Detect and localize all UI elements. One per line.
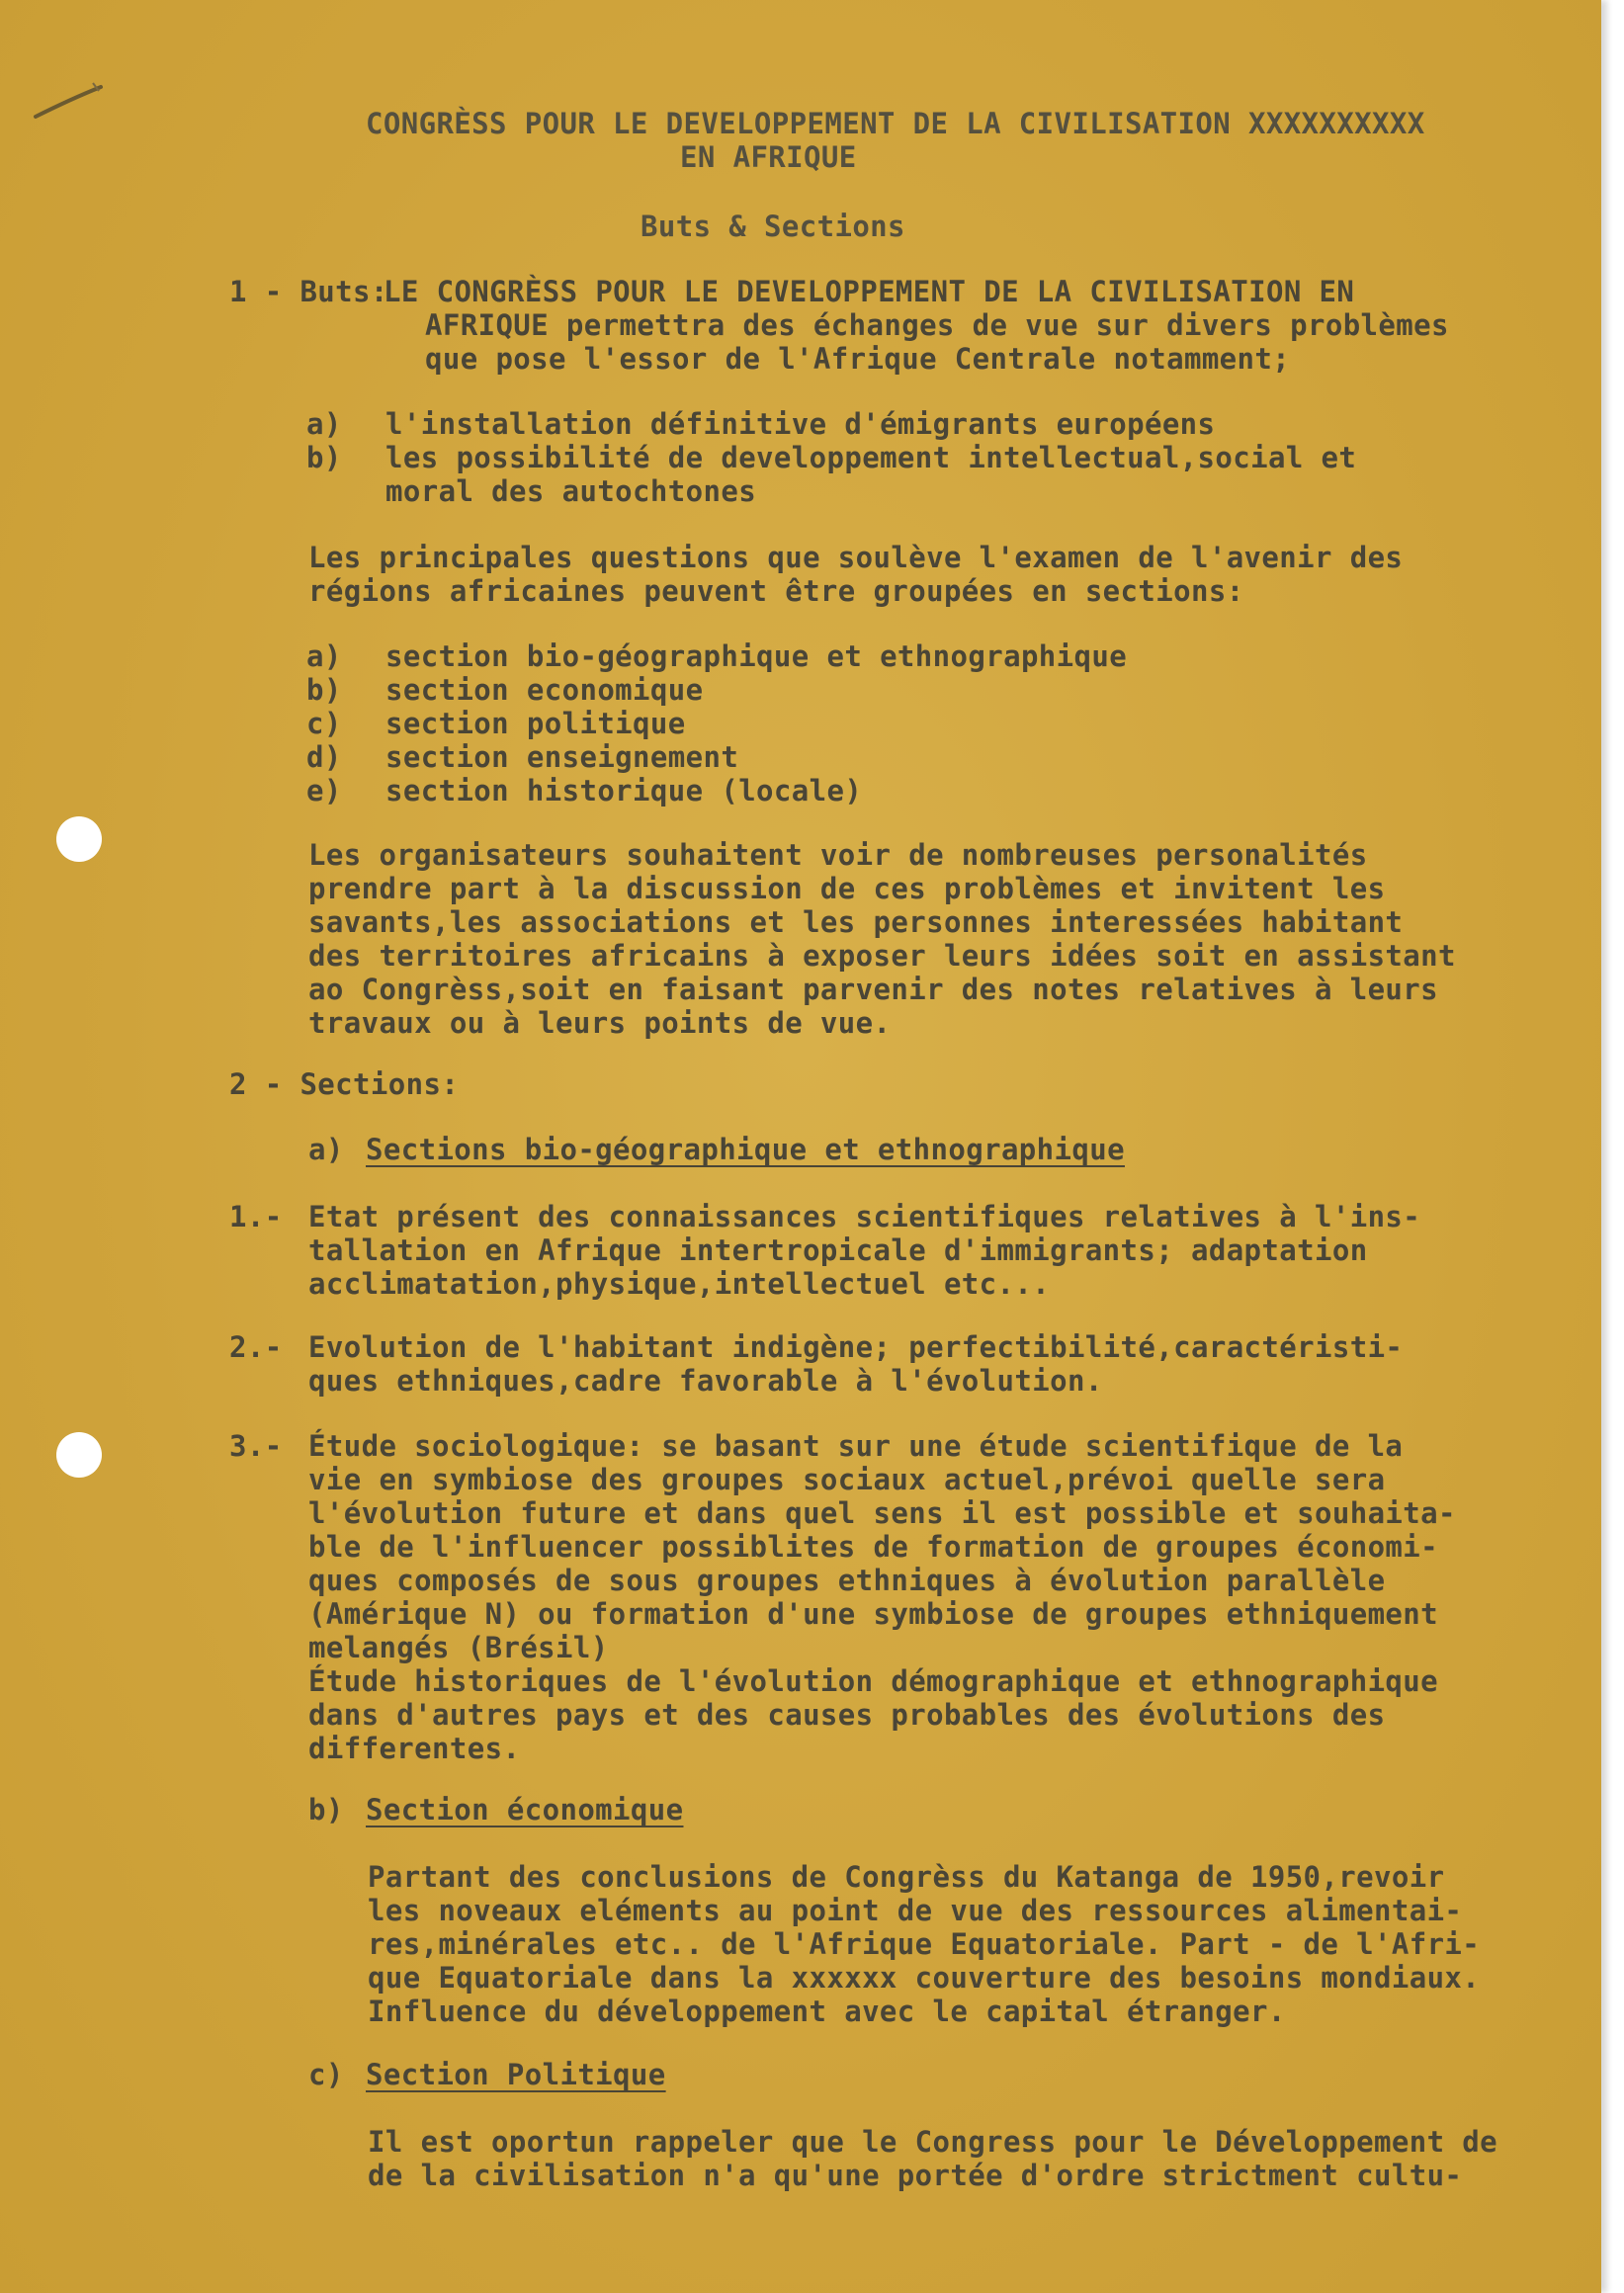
buts-intro-line: que pose l'essor de l'Afrique Centrale notamment; — [425, 342, 1291, 376]
point-text: les possibilité de developpement intellectual,social et — [385, 441, 1357, 474]
buts-label: 1 - Buts: — [229, 275, 388, 308]
item-number: 2.- — [229, 1330, 283, 1364]
point-marker: b) — [306, 441, 342, 474]
section-b-title: Section économique — [366, 1793, 684, 1826]
section-list-item: section historique (locale) — [385, 774, 863, 807]
item-text-line: Evolution de l'habitant indigène; perfectibilité,caractéristi- — [308, 1330, 1404, 1364]
item-text-line: vie en symbiose des groupes sociaux actuel,prévoi quelle sera — [308, 1463, 1386, 1496]
item-number: 3.- — [229, 1429, 283, 1463]
document-title-line-1: CONGRÈSS POUR LE DEVELOPPEMENT DE LA CIVILISATION XXXXXXXXXX — [366, 107, 1425, 140]
section-list-marker: b) — [306, 673, 342, 707]
questions-intro-line: régions africaines peuvent être groupées en sections: — [308, 574, 1244, 608]
section-b-line: Partant des conclusions de Congrèss du Katanga de 1950,revoir — [368, 1860, 1445, 1894]
organisers-line: des territoires africains à exposer leurs idées soit en assistant — [308, 939, 1456, 973]
punch-hole-top — [56, 816, 102, 862]
section-b-line: les noveaux eléments au point de vue des ressources alimentai- — [368, 1894, 1463, 1927]
item-text-line: Étude sociologique: se basant sur une étude scientifique de la — [308, 1429, 1404, 1463]
item-text-line: l'évolution future et dans quel sens il est possible et souhaita- — [308, 1496, 1456, 1530]
section-c-marker: c) — [308, 2058, 344, 2091]
section-b-line: Influence du développement avec le capital étranger. — [368, 1995, 1286, 2028]
item-text-line: ques composés de sous groupes ethniques à évolution parallèle — [308, 1564, 1386, 1597]
section-list-marker: c) — [306, 707, 342, 740]
section-b-marker: b) — [308, 1793, 344, 1826]
item-text-line: ques ethniques,cadre favorable à l'évolution. — [308, 1364, 1103, 1398]
section-c-line: Il est oportun rappeler que le Congress pour le Développement de — [368, 2125, 1498, 2159]
section-list-item: section politique — [385, 707, 686, 740]
organisers-line: savants,les associations et les personnes interessées habitant — [308, 905, 1404, 939]
item-text-line: acclimatation,physique,intellectuel etc... — [308, 1267, 1051, 1301]
item-text-line: melangés (Brésil) — [308, 1631, 609, 1664]
section-list-marker: a) — [306, 639, 342, 673]
item-text-line: differentes. — [308, 1732, 521, 1765]
section-c-line: de la civilisation n'a qu'une portée d'ordre strictment cultu- — [368, 2159, 1463, 2192]
point-text: moral des autochtones — [385, 474, 757, 508]
section-a-title: Sections bio-géographique et ethnographique — [366, 1133, 1125, 1166]
point-marker: a) — [306, 407, 342, 441]
item-text-line: dans d'autres pays et des causes probables des évolutions des — [308, 1698, 1386, 1732]
section-b-line: que Equatoriale dans la xxxxxx couverture des besoins mondiaux. — [368, 1961, 1481, 1995]
buts-intro-line: AFRIQUE permettra des échanges de vue sur divers problèmes — [425, 308, 1449, 342]
section-b-line: res,minérales etc.. de l'Afrique Equatoriale. Part - de l'Afri- — [368, 1927, 1481, 1961]
pencil-mark — [32, 77, 111, 127]
organisers-line: ao Congrèss,soit en faisant parvenir des notes relatives à leurs — [308, 973, 1439, 1006]
item-number: 1.- — [229, 1200, 283, 1233]
section-a-marker: a) — [308, 1133, 344, 1166]
item-text-line: ble de l'influencer possiblites de formation de groupes économi- — [308, 1530, 1439, 1564]
section-list-marker: e) — [306, 774, 342, 807]
punch-hole-bottom — [56, 1432, 102, 1478]
buts-intro-line: LE CONGRÈSS POUR LE DEVELOPPEMENT DE LA CIVILISATION EN — [384, 275, 1355, 308]
item-text-line: tallation en Afrique intertropicale d'immigrants; adaptation — [308, 1233, 1368, 1267]
item-text-line: Étude historiques de l'évolution démographique et ethnographique — [308, 1664, 1439, 1698]
section-list-item: section enseignement — [385, 740, 739, 774]
organisers-line: Les organisateurs souhaitent voir de nombreuses personalités — [308, 838, 1368, 872]
document-title-line-2: EN AFRIQUE — [680, 140, 857, 174]
organisers-line: travaux ou à leurs points de vue. — [308, 1006, 892, 1040]
questions-intro-line: Les principales questions que soulève l'examen de l'avenir des — [308, 541, 1404, 574]
section-list-item: section bio-géographique et ethnographique — [385, 639, 1128, 673]
document-subtitle: Buts & Sections — [641, 210, 905, 243]
sections-label: 2 - Sections: — [229, 1067, 460, 1101]
organisers-line: prendre part à la discussion de ces problèmes et invitent les — [308, 872, 1386, 905]
point-text: l'installation définitive d'émigrants européens — [385, 407, 1216, 441]
item-text-line: Etat présent des connaissances scientifiques relatives à l'ins- — [308, 1200, 1421, 1233]
section-c-title: Section Politique — [366, 2058, 666, 2091]
section-list-item: section economique — [385, 673, 704, 707]
section-list-marker: d) — [306, 740, 342, 774]
item-text-line: (Amérique N) ou formation d'une symbiose de groupes ethniquement — [308, 1597, 1439, 1631]
